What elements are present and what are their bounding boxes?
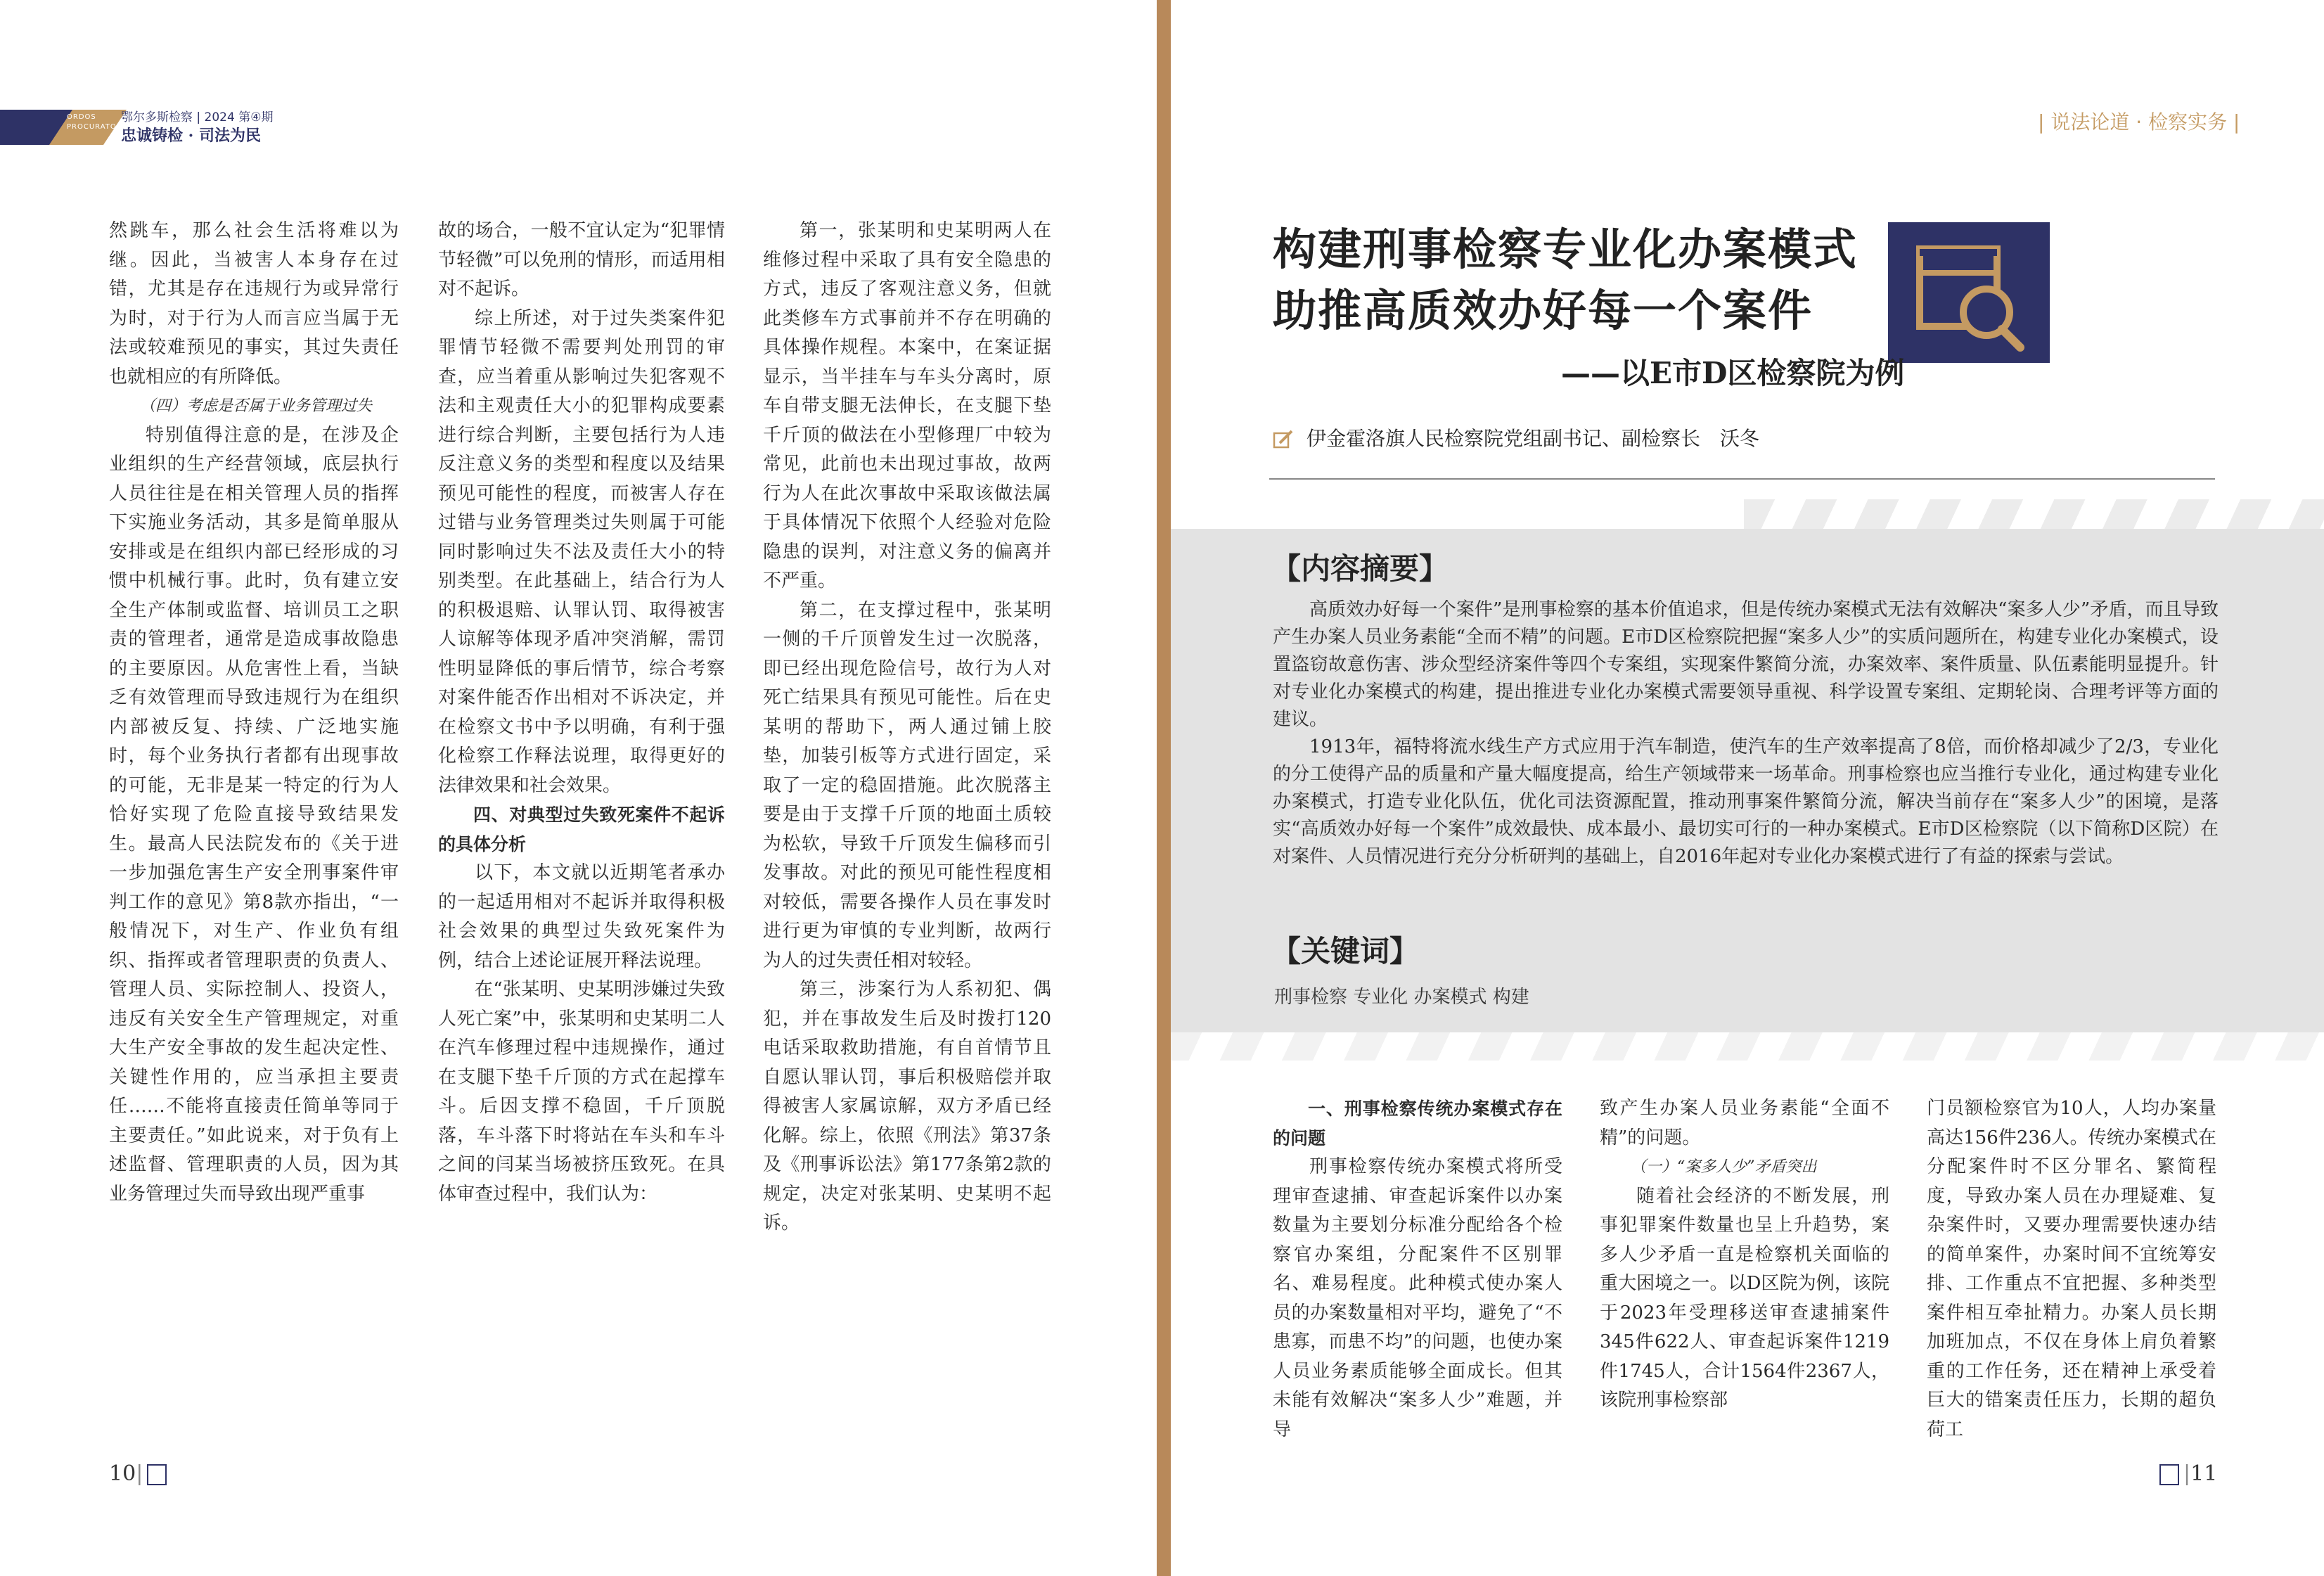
- left-column-2: [438, 217, 725, 1209]
- body-paragraph: 综上所述，对于过失类案件犯罪情节轻微不需要判处刑罚的审查，应当着重从影响过失犯客观不法和主观责任大小的犯罪构成要素进行综合判断，主要包括行为人违反注意义务的类型和程度以及结果预见可能性的程度，而被害人存在过错与业务管理类过失则属于可能同时影响过失不法及责任大小的特别类型。在此基础上，结合行为人的积极退赔、认罪认罚、取得被害人谅解等体现矛盾冲突消解，需罚性明显降低的事后情节，综合考察对案件能否作出相对不诉决定，并在检察文书中予以明确，有利于强化检察工作释法说理，取得更好的法律效果和社会效果。: [438, 307, 725, 796]
- journal-mark-icon: [147, 1464, 167, 1485]
- abstract-paragraph: 1913年，福特将流水线生产方式应用于汽车制造，使汽车的生产效率提高了8倍，而价格却减少了2/3，专业化的分工使得产品的质量和产量大幅度提高，给生产领域带来一场革命。刑事检察也应当推行专业化，通过构建专业化办案模式，打造专业化队伍，优化司法资源配置，推动刑事案件繁简分流，解决当前存在“案多人少”的困境，是落实“高质效办好每一个案件”成效最快、成本最小、最切实可行的一种办案模式。E市D区检察院（以下简称D区院）在对案件、人员情况进行充分分析研判的基础上，自2016年起对专业化办案模式进行了有益的探索与尝试。: [1273, 736, 2219, 867]
- document-search-icon: [1888, 222, 2050, 363]
- body-paragraph: 特别值得注意的是，在涉及企业组织的生产经营领域，底层执行人员往往是在相关管理人员的指挥下实施业务活动，其多是简单服从安排或是在组织内部已经形成的习惯中机械行事。此时，负有建立安全生产体制或监督、培训员工之职责的管理者，通常是造成事故隐患的主要原因。从危害性上看，当缺乏有效管理而导致违规行为在组织内部被反复、持续、广泛地实施时，每个业务执行者都有出现事故的可能，无非是某一特定的行为人恰好实现了危险直接导致结果发生。最高人民法院发布的《关于进一步加强危害生产安全刑事案件审判工作的意见》第8款亦指出，“一般情况下，对生产、作业负有组织、指挥或者管理职责的负责人、管理人员、实际控制人、投资人，违反有关安全生产管理规定，对重大生产安全事故的发生起决定性、关键性作用的，应当承担主要责任……不能将直接责任简单等同于主要责任。”如此说来，对于负有上述监督、管理职责的人员，因为其业务管理过失而导致出现严重事: [109, 424, 399, 1205]
- title-rule: [1269, 478, 2215, 480]
- body-paragraph: 第三，涉案行为人系初犯、偶犯，并在事故发生后及时拨打120电话采取救助措施，有自首情节且自愿认罪认罚，事后积极赔偿并取得被害人家属谅解，双方矛盾已经化解。综上，依照《刑法》第37条及《刑事诉讼法》第177条第2款的规定，决定对张某明、史某明不起诉。: [763, 979, 1051, 1234]
- subsection-heading: （一）“案多人少”矛盾突出: [1631, 1158, 1817, 1176]
- left-column-1: [109, 217, 399, 1209]
- article-title-line2: 助推高质效办好每一个案件: [1273, 285, 1813, 336]
- right-column-3: [1927, 1094, 2216, 1444]
- body-paragraph: 随着社会经济的不断发展，刑事犯罪案件数量也呈上升趋势，案多人少矛盾一直是检察机关面临的重大困境之一。以D区院为例，该院于2023年受理移送审查逮捕案件345件622人、审查起诉案件1219件1745人，合计1564件2367人，该院刑事检察部: [1600, 1185, 1889, 1411]
- keywords: 刑事检察 专业化 办案模式 构建: [1274, 987, 1529, 1008]
- left-column-3: [763, 217, 1051, 1238]
- body-paragraph: 以下，本文就以近期笔者承办的一起适用相对不起诉并取得积极社会效果的典型过失致死案件为例，结合上述论证展开释法说理。: [438, 862, 725, 971]
- abstract-heading: 【内容摘要】: [1271, 551, 1449, 586]
- abstract-text: [1273, 596, 2219, 871]
- section-heading: 四、对典型过失致死案件不起诉的具体分析: [438, 805, 725, 854]
- spine: [1157, 0, 1171, 1576]
- right-column-2: [1600, 1094, 1889, 1416]
- subsection-heading: （四）考虑是否属于业务管理过失: [140, 397, 373, 415]
- abstract-stripe-bottom: [1171, 1032, 2324, 1061]
- running-header-left: [0, 105, 281, 148]
- pen-icon: [1273, 429, 1294, 450]
- article-subtitle: ——以E市D区检察院为例: [1561, 356, 1905, 390]
- body-paragraph: 然跳车，那么社会生活将难以为继。因此，当被害人本身存在过错，尤其是存在违规行为或异常行为时，对于行为人而言应当属于无法或较难预见的事实，其过失责任也就相应的有所降低。: [109, 220, 399, 387]
- magazine-logo: ORDOS PROCURATORATE: [67, 113, 137, 131]
- author-line: [1273, 423, 1759, 451]
- abstract-paragraph: 高质效办好每一个案件”是刑事检察的基本价值追求，但是传统办案模式无法有效解决“案多人少”矛盾，而且导致产生办案人员业务素能“全而不精”的问题。E市D区检察院把握“案多人少”的实质问题所在，构建专业化办案模式，设置盗窃故意伤害、涉众型经济案件等四个专案组，实现案件繁简分流，办案效率、案件质量、队伍素能明显提升。针对专业化办案模式的构建，提出推进专业化办案模式需要领导重视、科学设置专案组、定期轮岗、合理考评等方面的建议。: [1273, 599, 2219, 730]
- body-paragraph: 刑事检察传统办案模式将所受理审查逮捕、审查起诉案件以办案数量为主要划分标准分配给各个检察官办案组，分配案件不区别罪名、难易程度。此种模式使办案人员的办案数量相对平均，避免了“不患寡，而患不均”的问题，也使办案人员业务素质能够全面成长。但其未能有效解决“案多人少”难题，并导: [1273, 1156, 1562, 1440]
- keywords-heading: 【关键词】: [1271, 934, 1420, 968]
- section-tag: | 说法论道 · 检察实务 |: [2038, 110, 2240, 134]
- body-paragraph: 在“张某明、史某明涉嫌过失致人死亡案”中，张某明和史某明二人在汽车修理过程中违规操作，通过在支腿下垫千斤顶的方式在起撑车斗。后因支撑不稳固，千斤顶脱落，车斗落下时将站在车头和车斗之间的闫某当场被挤压致死。在具体审查过程中，我们认为：: [438, 979, 725, 1205]
- magazine-issue: 鄂尔多斯检察 | 2024 第④期: [121, 110, 274, 124]
- journal-mark-icon: [2159, 1464, 2179, 1485]
- author-name: 伊金霍洛旗人民检察院党组副书记、副检察长 沃冬: [1307, 427, 1760, 450]
- section-heading: 一、刑事检察传统办案模式存在的问题: [1273, 1098, 1562, 1148]
- page-number-left: 10|: [109, 1461, 171, 1486]
- body-paragraph: 致产生办案人员业务素能“全面不精”的问题。: [1600, 1098, 1889, 1148]
- body-paragraph: 门员额检察官为10人，人均办案量高达156件236人。传统办案模式在分配案件时不区分罪名、繁简程度，导致办案人员在办理疑难、复杂案件时，又要办理需要快速办结的简单案件，办案时间不宜统筹安排、工作重点不宜把握、多种类型案件相互牵扯精力。办案人员长期加班加点，不仅在身体上肩负着繁重的工作任务，还在精神上承受着巨大的错案责任压力，长期的超负荷工: [1927, 1098, 2216, 1440]
- page-number-right: |11: [2155, 1461, 2217, 1486]
- left-page: [0, 0, 1157, 1576]
- body-paragraph: 故的场合，一般不宜认定为“犯罪情节轻微”可以免刑的情形，而适用相对不起诉。: [438, 220, 725, 300]
- right-column-1: [1273, 1094, 1562, 1444]
- body-paragraph: 第一，张某明和史某明两人在维修过程中采取了具有安全隐患的方式，违反了客观注意义务，但就此类修车方式事前并不存在明确的具体操作规程。本案中，在案证据显示，当半挂车与车头分离时，原车自带支腿无法伸长，在支腿下垫千斤顶的做法在小型修理厂中较为常见，此前也未出现过事故，故两行为人在此次事故中采取该做法属于具体情况下依照个人经验对危险隐患的误判，对注意义务的偏离并不严重。: [763, 220, 1051, 591]
- body-paragraph: 第二，在支撑过程中，张某明一侧的千斤顶曾发生过一次脱落，即已经出现危险信号，故行为人对死亡结果具有预见可能性。后在史某明的帮助下，两人通过铺上胶垫，加装引板等方式进行固定，采取了一定的稳固措施。此次脱落主要是由于支撑千斤顶的地面土质较为松软，导致千斤顶发生偏移而引发事故。对此的预见可能性程度相对较低，需要各操作人员在事发时进行更为审慎的专业判断，故两行为人的过失责任相对较轻。: [763, 599, 1051, 971]
- article-title-line1: 构建刑事检察专业化办案模式: [1273, 224, 1858, 275]
- magazine-slogan: 忠诚铸检 · 司法为民: [121, 127, 261, 145]
